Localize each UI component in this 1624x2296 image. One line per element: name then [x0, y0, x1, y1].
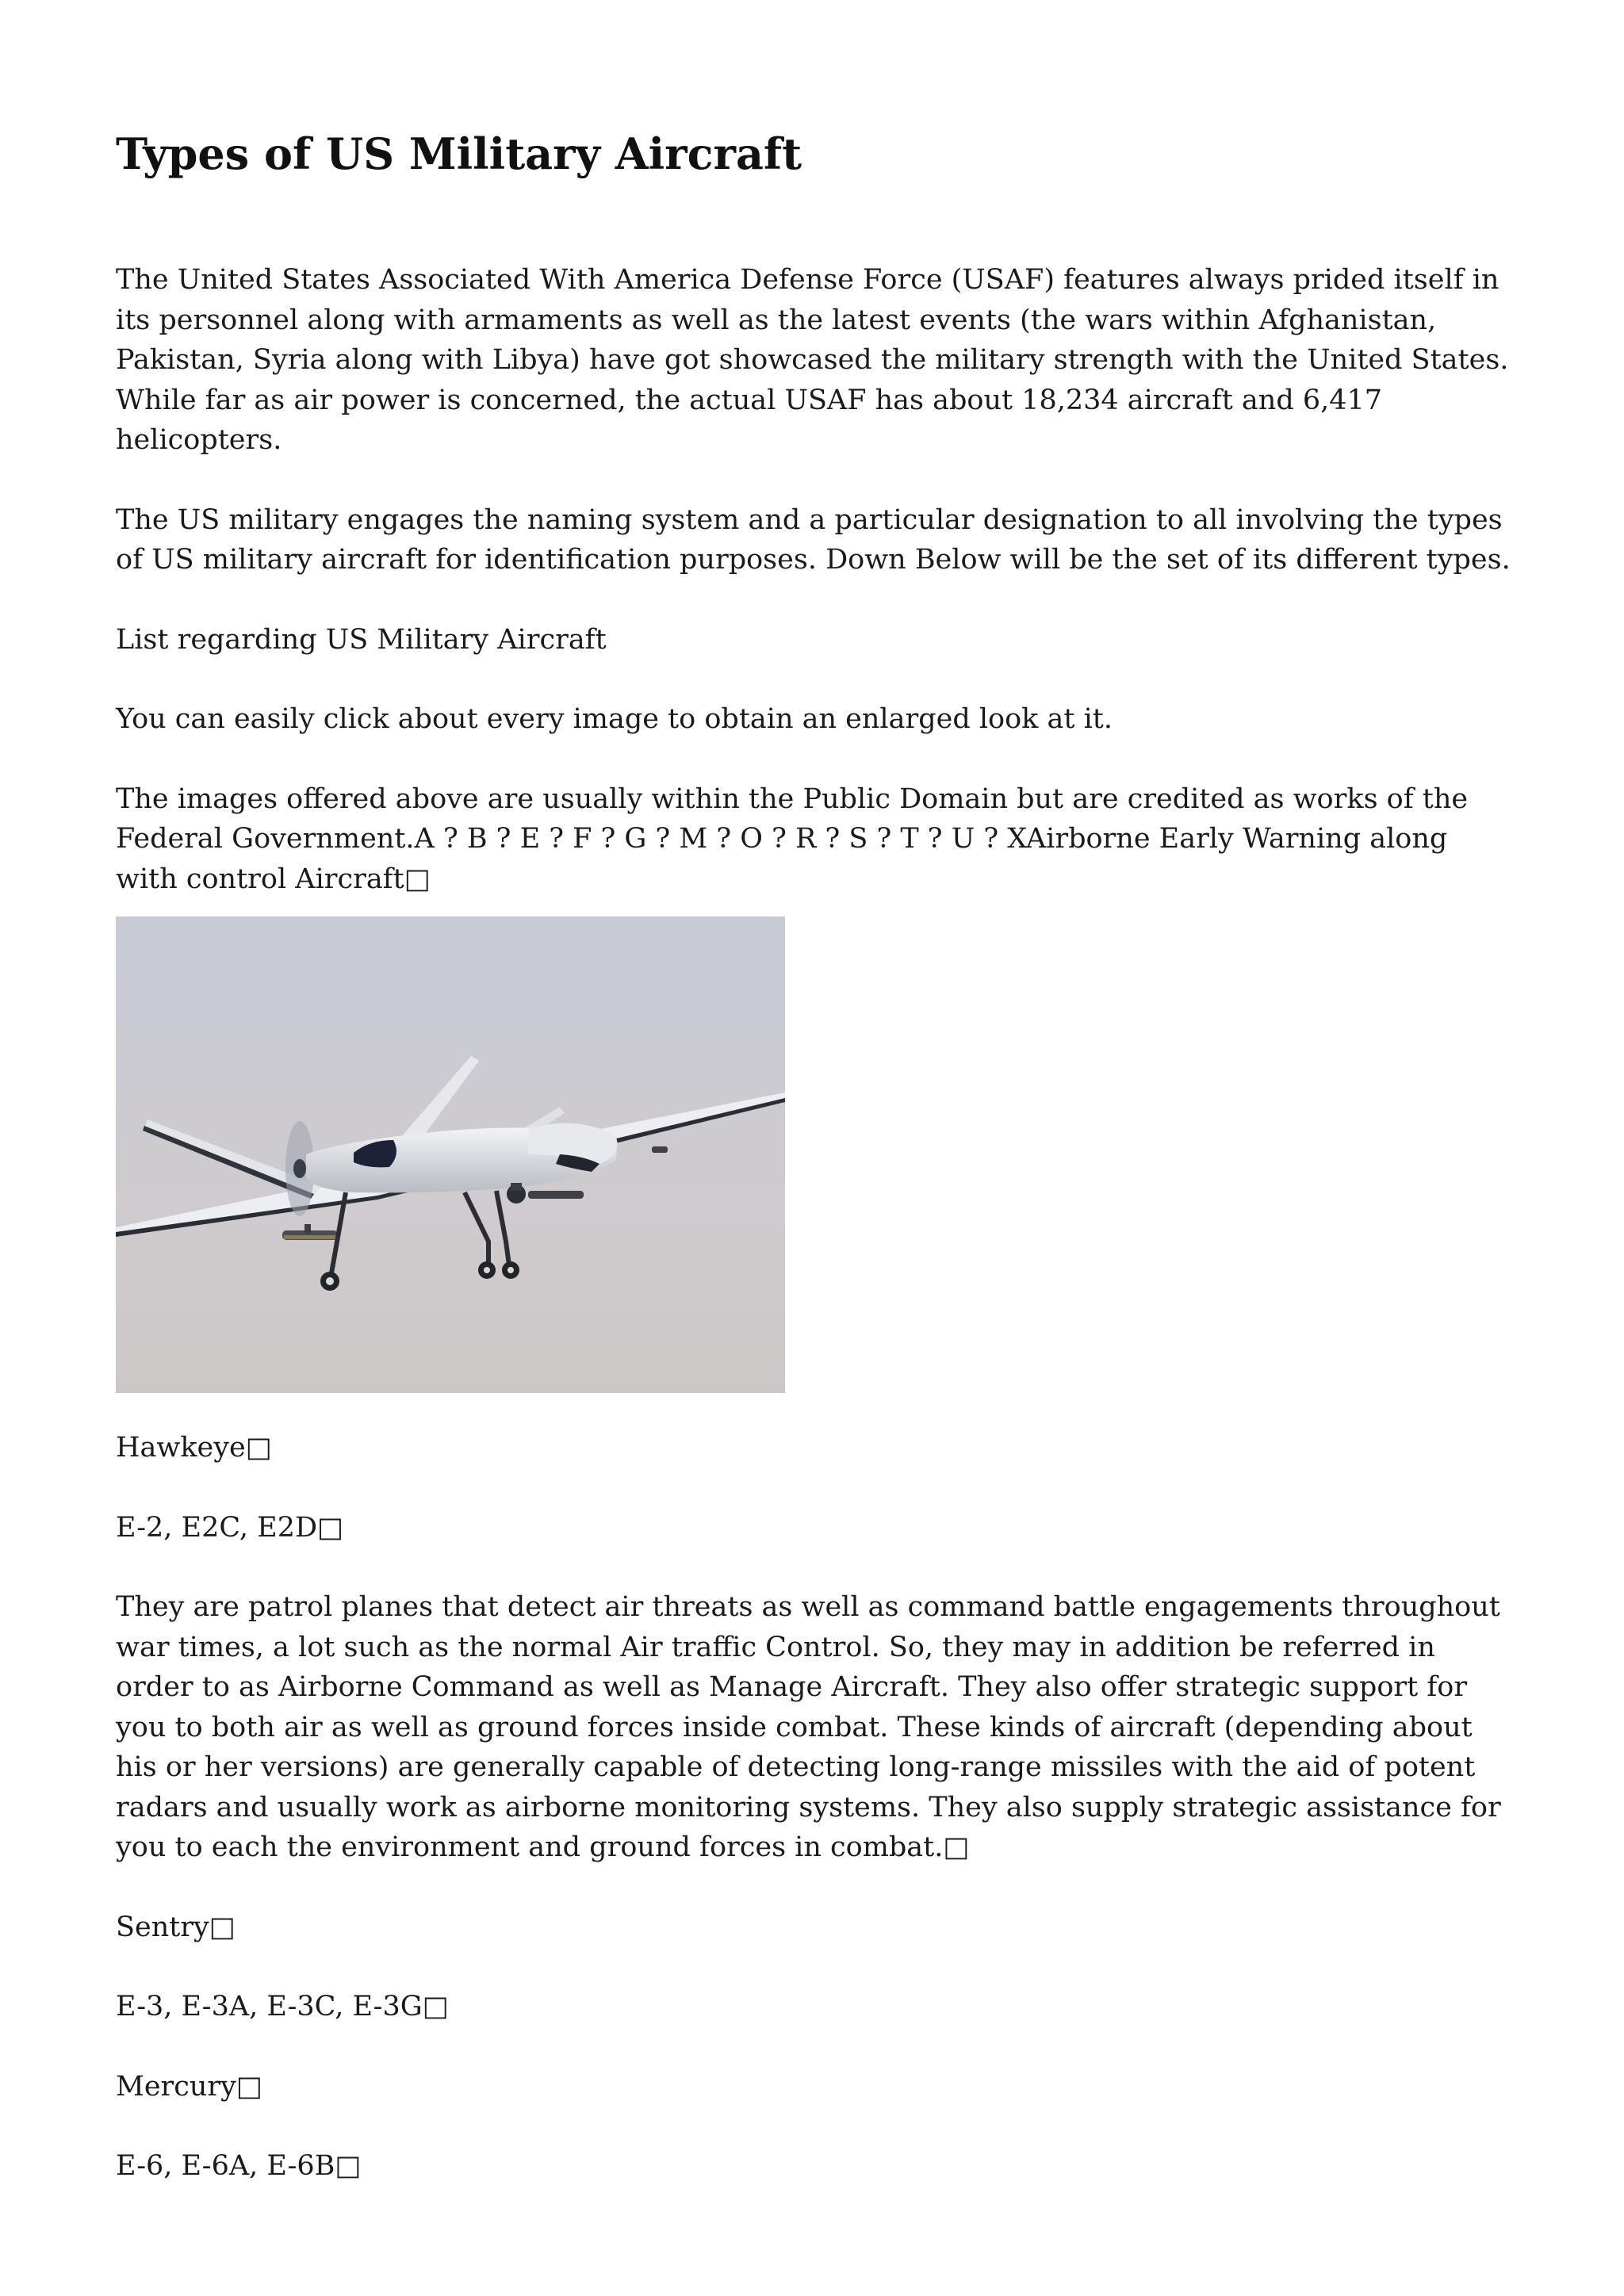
aircraft-name-mercury: Mercury□ — [116, 2070, 262, 2103]
intro-paragraph-4: You can easily click about every image to obtain an enlarged look at it. — [116, 703, 1113, 735]
aircraft-image[interactable] — [116, 916, 785, 1393]
page-title: Types of US Military Aircraft — [116, 128, 802, 179]
intro-paragraph-5: The images offered above are usually within the Public Domain but are credited as works of the Federal Government.A ? B ? E ? F ? G ? M ? O ? R ? S ? T ? U ? XAirborne Early Warning along with control Aircraft□ — [116, 783, 1469, 895]
aircraft-models-hawkeye: E-2, E2C, E2D□ — [116, 1511, 344, 1544]
description-paragraph: They are patrol planes that detect air threats as well as command battle engagements throughout war times, a lot such as the normal Air traffic Control. So, they may in addition be referred in order to as Airborne Command as well as Manage Aircraft. They also offer strategic support for you to both air as well as ground forces inside combat. These kinds of aircraft (depending about his or her versions) are generally capable of detecting long-range missiles with the aid of potent radars and usually work as airborne monitoring systems. They also supply strategic assistance for you to each the environment and ground forces in combat.□ — [116, 1591, 1501, 1863]
aircraft-name-hawkeye: Hawkeye□ — [116, 1432, 272, 1464]
intro-paragraph-1: The United States Associated With America Defense Force (USAF) features always prided itself in its personnel along with armaments as well as the latest events (the wars within Afghanistan, Pakistan, Syria along with Libya) have got showcased the military strength with the United States. While far as air power is concerned, the actual USAF has about 18,234 aircraft and 6,417 helicopters. — [116, 264, 1509, 456]
aircraft-name-sentry: Sentry□ — [116, 1911, 236, 1943]
drone-photo-icon — [116, 916, 785, 1393]
aircraft-models-mercury: E-6, E-6A, E-6B□ — [116, 2150, 362, 2182]
article-body — [116, 260, 1511, 2187]
aircraft-models-sentry: E-3, E-3A, E-3C, E-3G□ — [116, 1991, 449, 2022]
intro-paragraph-2: The US military engages the naming system and a particular designation to all involving the types of US military aircraft for identification purposes. Down Below will be the set of its different types. — [116, 503, 1511, 576]
intro-paragraph-3: List regarding US Military Aircraft — [116, 623, 607, 656]
